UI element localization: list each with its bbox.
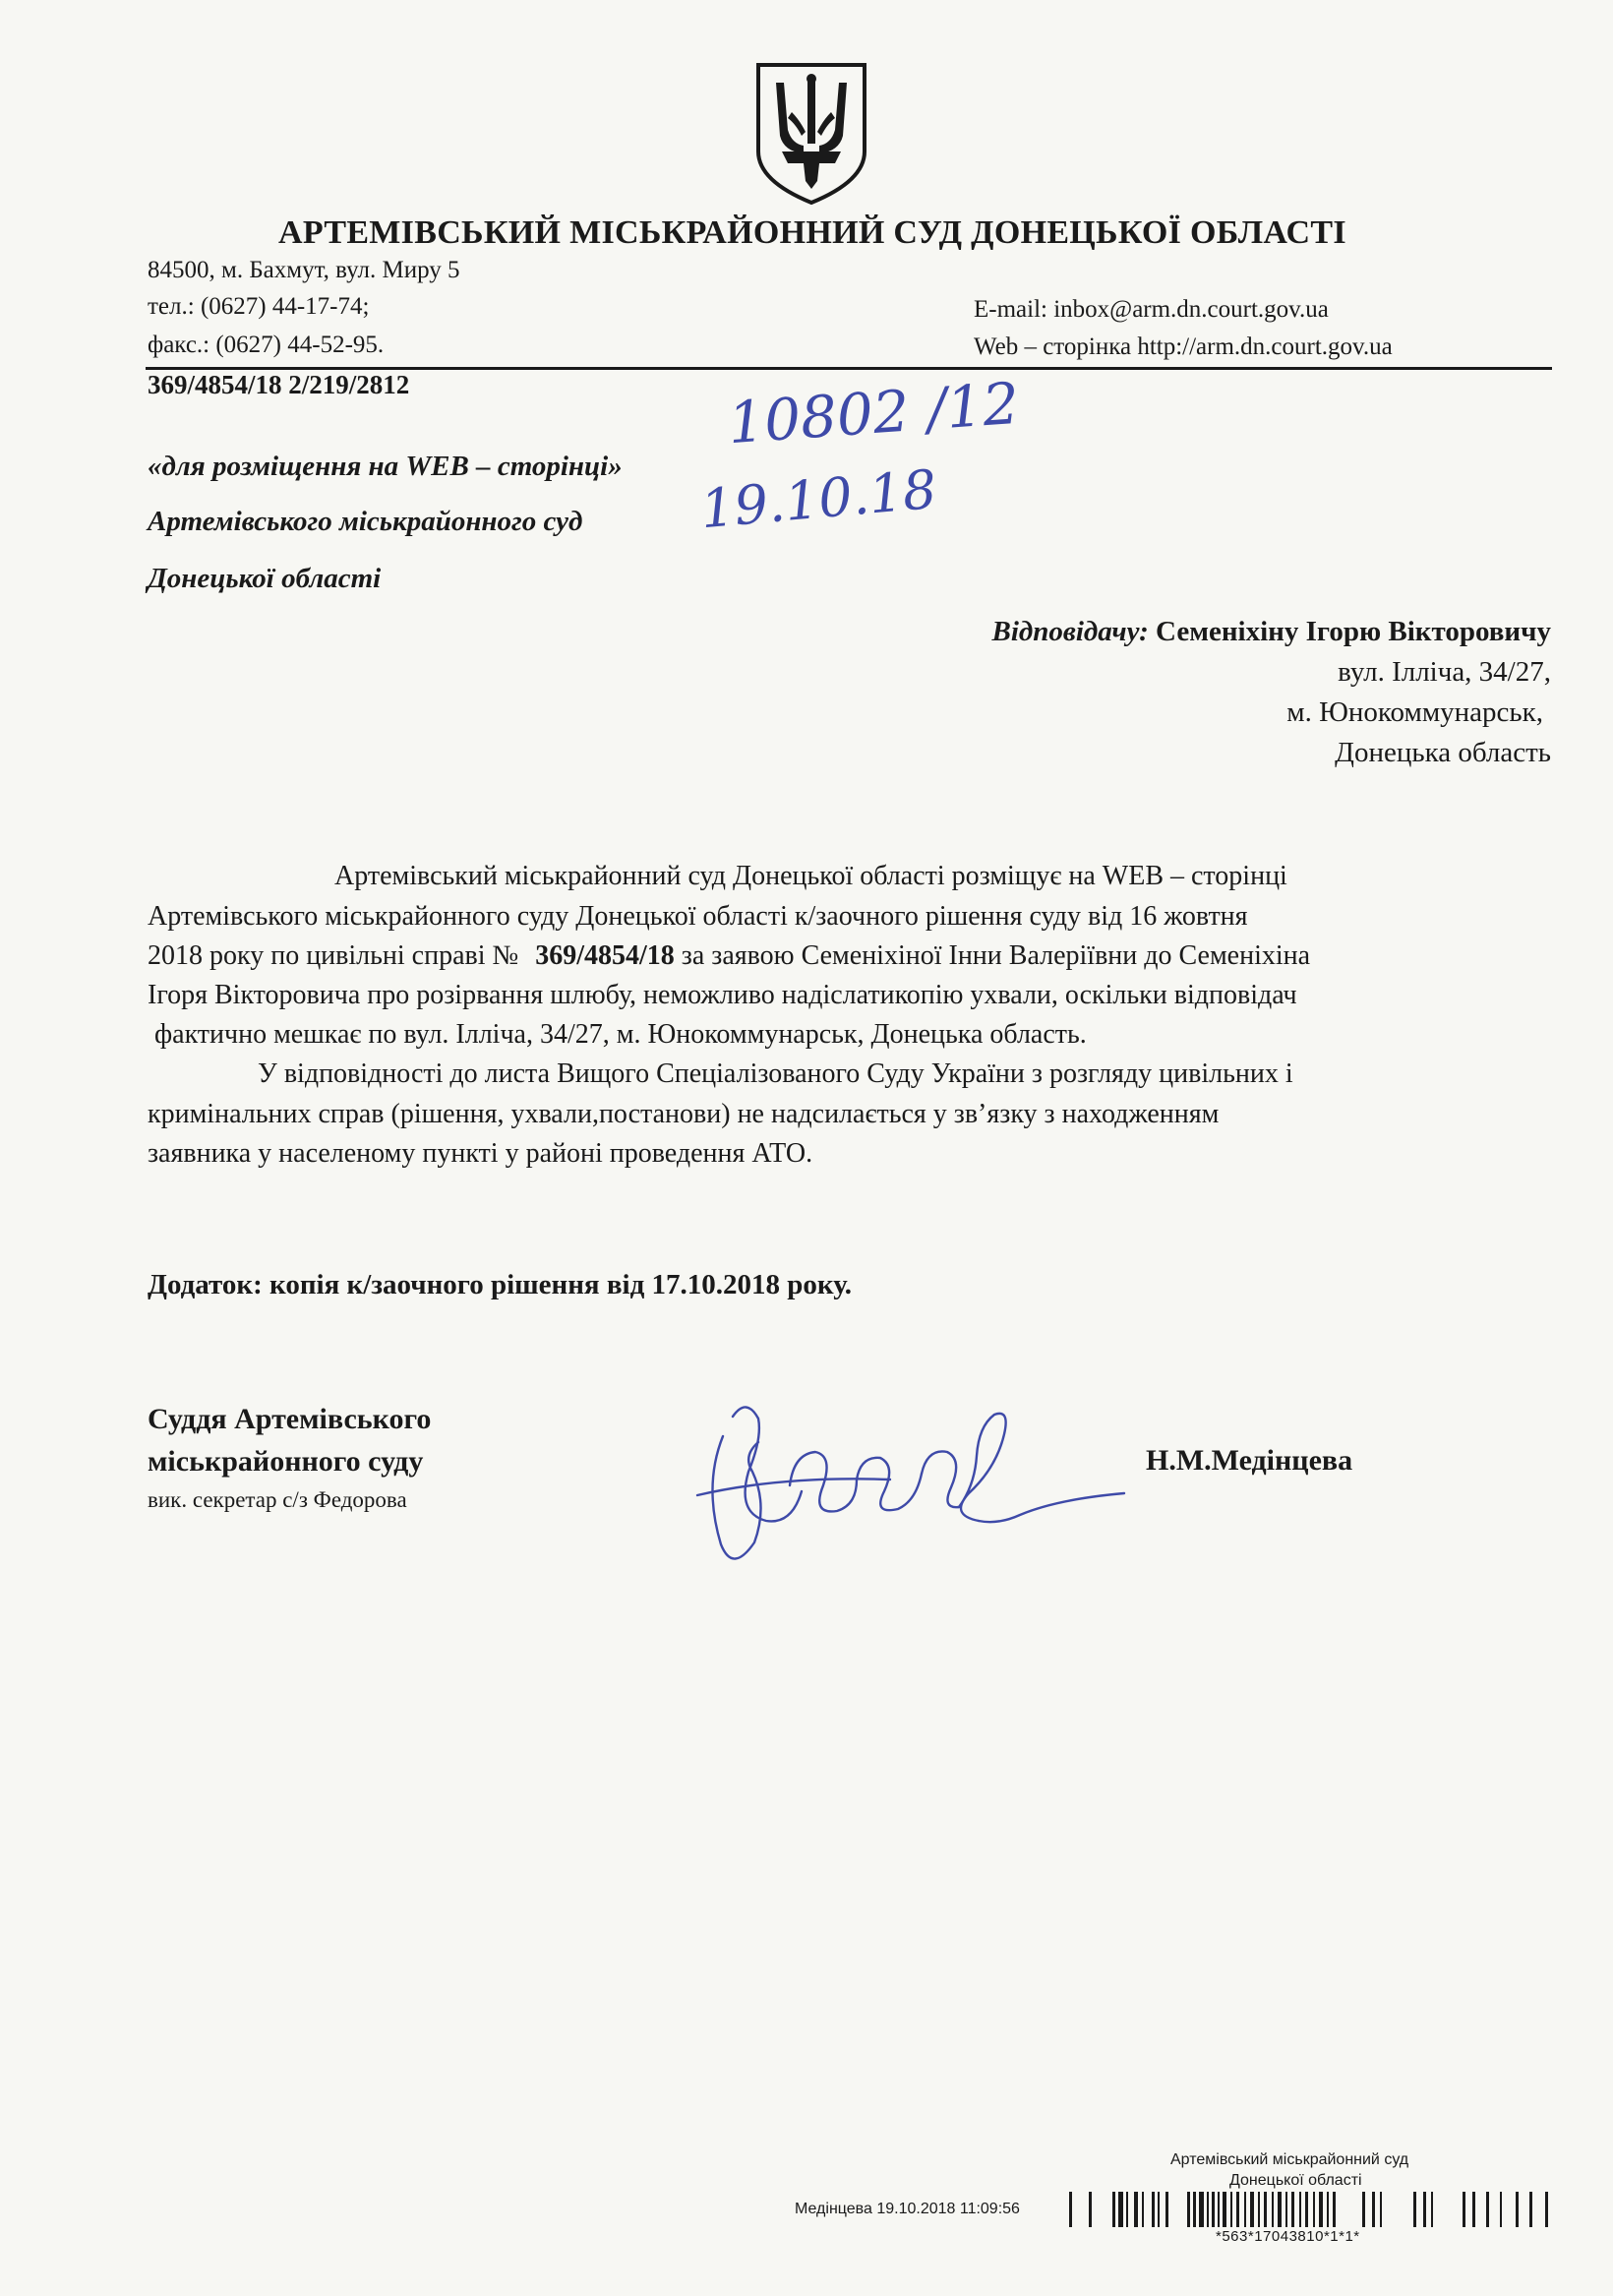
web-placement-region: Донецької області	[148, 563, 382, 594]
handwritten-date: 19.10.18	[697, 457, 939, 541]
body-paragraph-1-line-4: Ігоря Вікторовича про розірвання шлюбу, неможливо надіслатикопію ухвали, оскільки відповідач	[148, 980, 1297, 1010]
barcode	[1067, 2192, 1554, 2227]
stamp-org-line-2: Донецької області	[1229, 2172, 1362, 2189]
judge-name: Н.М.Медінцева	[1146, 1444, 1353, 1477]
case-number: 369/4854/18	[535, 940, 675, 971]
court-email: E-mail: inbox@arm.dn.court.gov.ua	[974, 296, 1329, 323]
recipient-region: Донецька область	[1335, 737, 1551, 768]
court-fax: факс.: (0627) 44-52-95.	[148, 332, 385, 358]
web-placement-note: «для розміщення на WEB – сторінці»	[148, 451, 623, 482]
recipient-name-line	[991, 612, 1551, 652]
body-paragraph-1-line-1: Артемівський міськрайонний суд Донецької області розміщує на WEB – сторінці	[334, 861, 1287, 891]
court-website: Web – сторінка http://arm.dn.court.gov.ua	[974, 333, 1393, 360]
body-paragraph-1-line-3	[148, 940, 1310, 972]
recipient-block	[991, 612, 1551, 773]
stamp-org-line-1: Артемівський міськрайонний суд	[1170, 2151, 1409, 2168]
body-paragraph-2-line-3: заявника у населеному пункті у районі проведення АТО.	[148, 1138, 813, 1169]
body-paragraph-1-line-2: Артемівського міськрайонного суду Донецької області к/заочного рішення суду від 16 жовтня	[148, 901, 1248, 932]
stamp-timestamp: Медінцева 19.10.2018 11:09:56	[795, 2201, 1020, 2217]
body-paragraph-2-line-2: кримінальних справ (рішення, ухвали,постанови) не надсилається у зв’язку з находженням	[148, 1099, 1220, 1129]
coat-of-arms-emblem	[752, 61, 870, 207]
judge-title-line-2: міськрайонного суду	[148, 1445, 424, 1478]
handwritten-registration-number: 10802 /12	[725, 369, 1022, 457]
body-text: за заявою Семеніхіної Інни Валеріївни до Семеніхіна	[681, 940, 1311, 971]
body-paragraph-1-line-5: фактично мешкає по вул. Ілліча, 34/27, м. Юнокоммунарськ, Донецька область.	[154, 1019, 1087, 1050]
recipient-name: Семеніхіну Ігорю Вікторовичу	[1156, 616, 1551, 647]
barcode-text: *563*17043810*1*1*	[1216, 2228, 1360, 2245]
court-name-heading: АРТЕМІВСЬКИЙ МІСЬКРАЙОННИЙ СУД ДОНЕЦЬКОЇ ОБЛАСТІ	[278, 214, 1346, 251]
court-phone: тел.: (0627) 44-17-74;	[148, 293, 370, 320]
body-paragraph-2-line-1: У відповідності до листа Вищого Спеціалізованого Суду України з розгляду цивільних і	[258, 1058, 1293, 1089]
web-placement-court: Артемівського міськрайонного суд	[148, 506, 583, 537]
reference-number: 369/4854/18 2/219/2812	[148, 370, 410, 399]
recipient-city: м. Юнокоммунарськ,	[1286, 696, 1543, 728]
handwritten-signature	[664, 1377, 1136, 1584]
secretary-note: вик. секретар с/з Федорова	[148, 1487, 407, 1512]
recipient-label: Відповідачу:	[991, 616, 1149, 647]
recipient-street: вул. Ілліча, 34/27,	[1338, 656, 1551, 688]
attachment-line: Додаток: копія к/заочного рішення від 17.10.2018 року.	[148, 1269, 853, 1300]
body-text: 2018 року по цивільні справі №	[148, 940, 519, 971]
court-address: 84500, м. Бахмут, вул. Миру 5	[148, 257, 460, 283]
judge-title-line-1: Суддя Артемівського	[148, 1403, 432, 1435]
